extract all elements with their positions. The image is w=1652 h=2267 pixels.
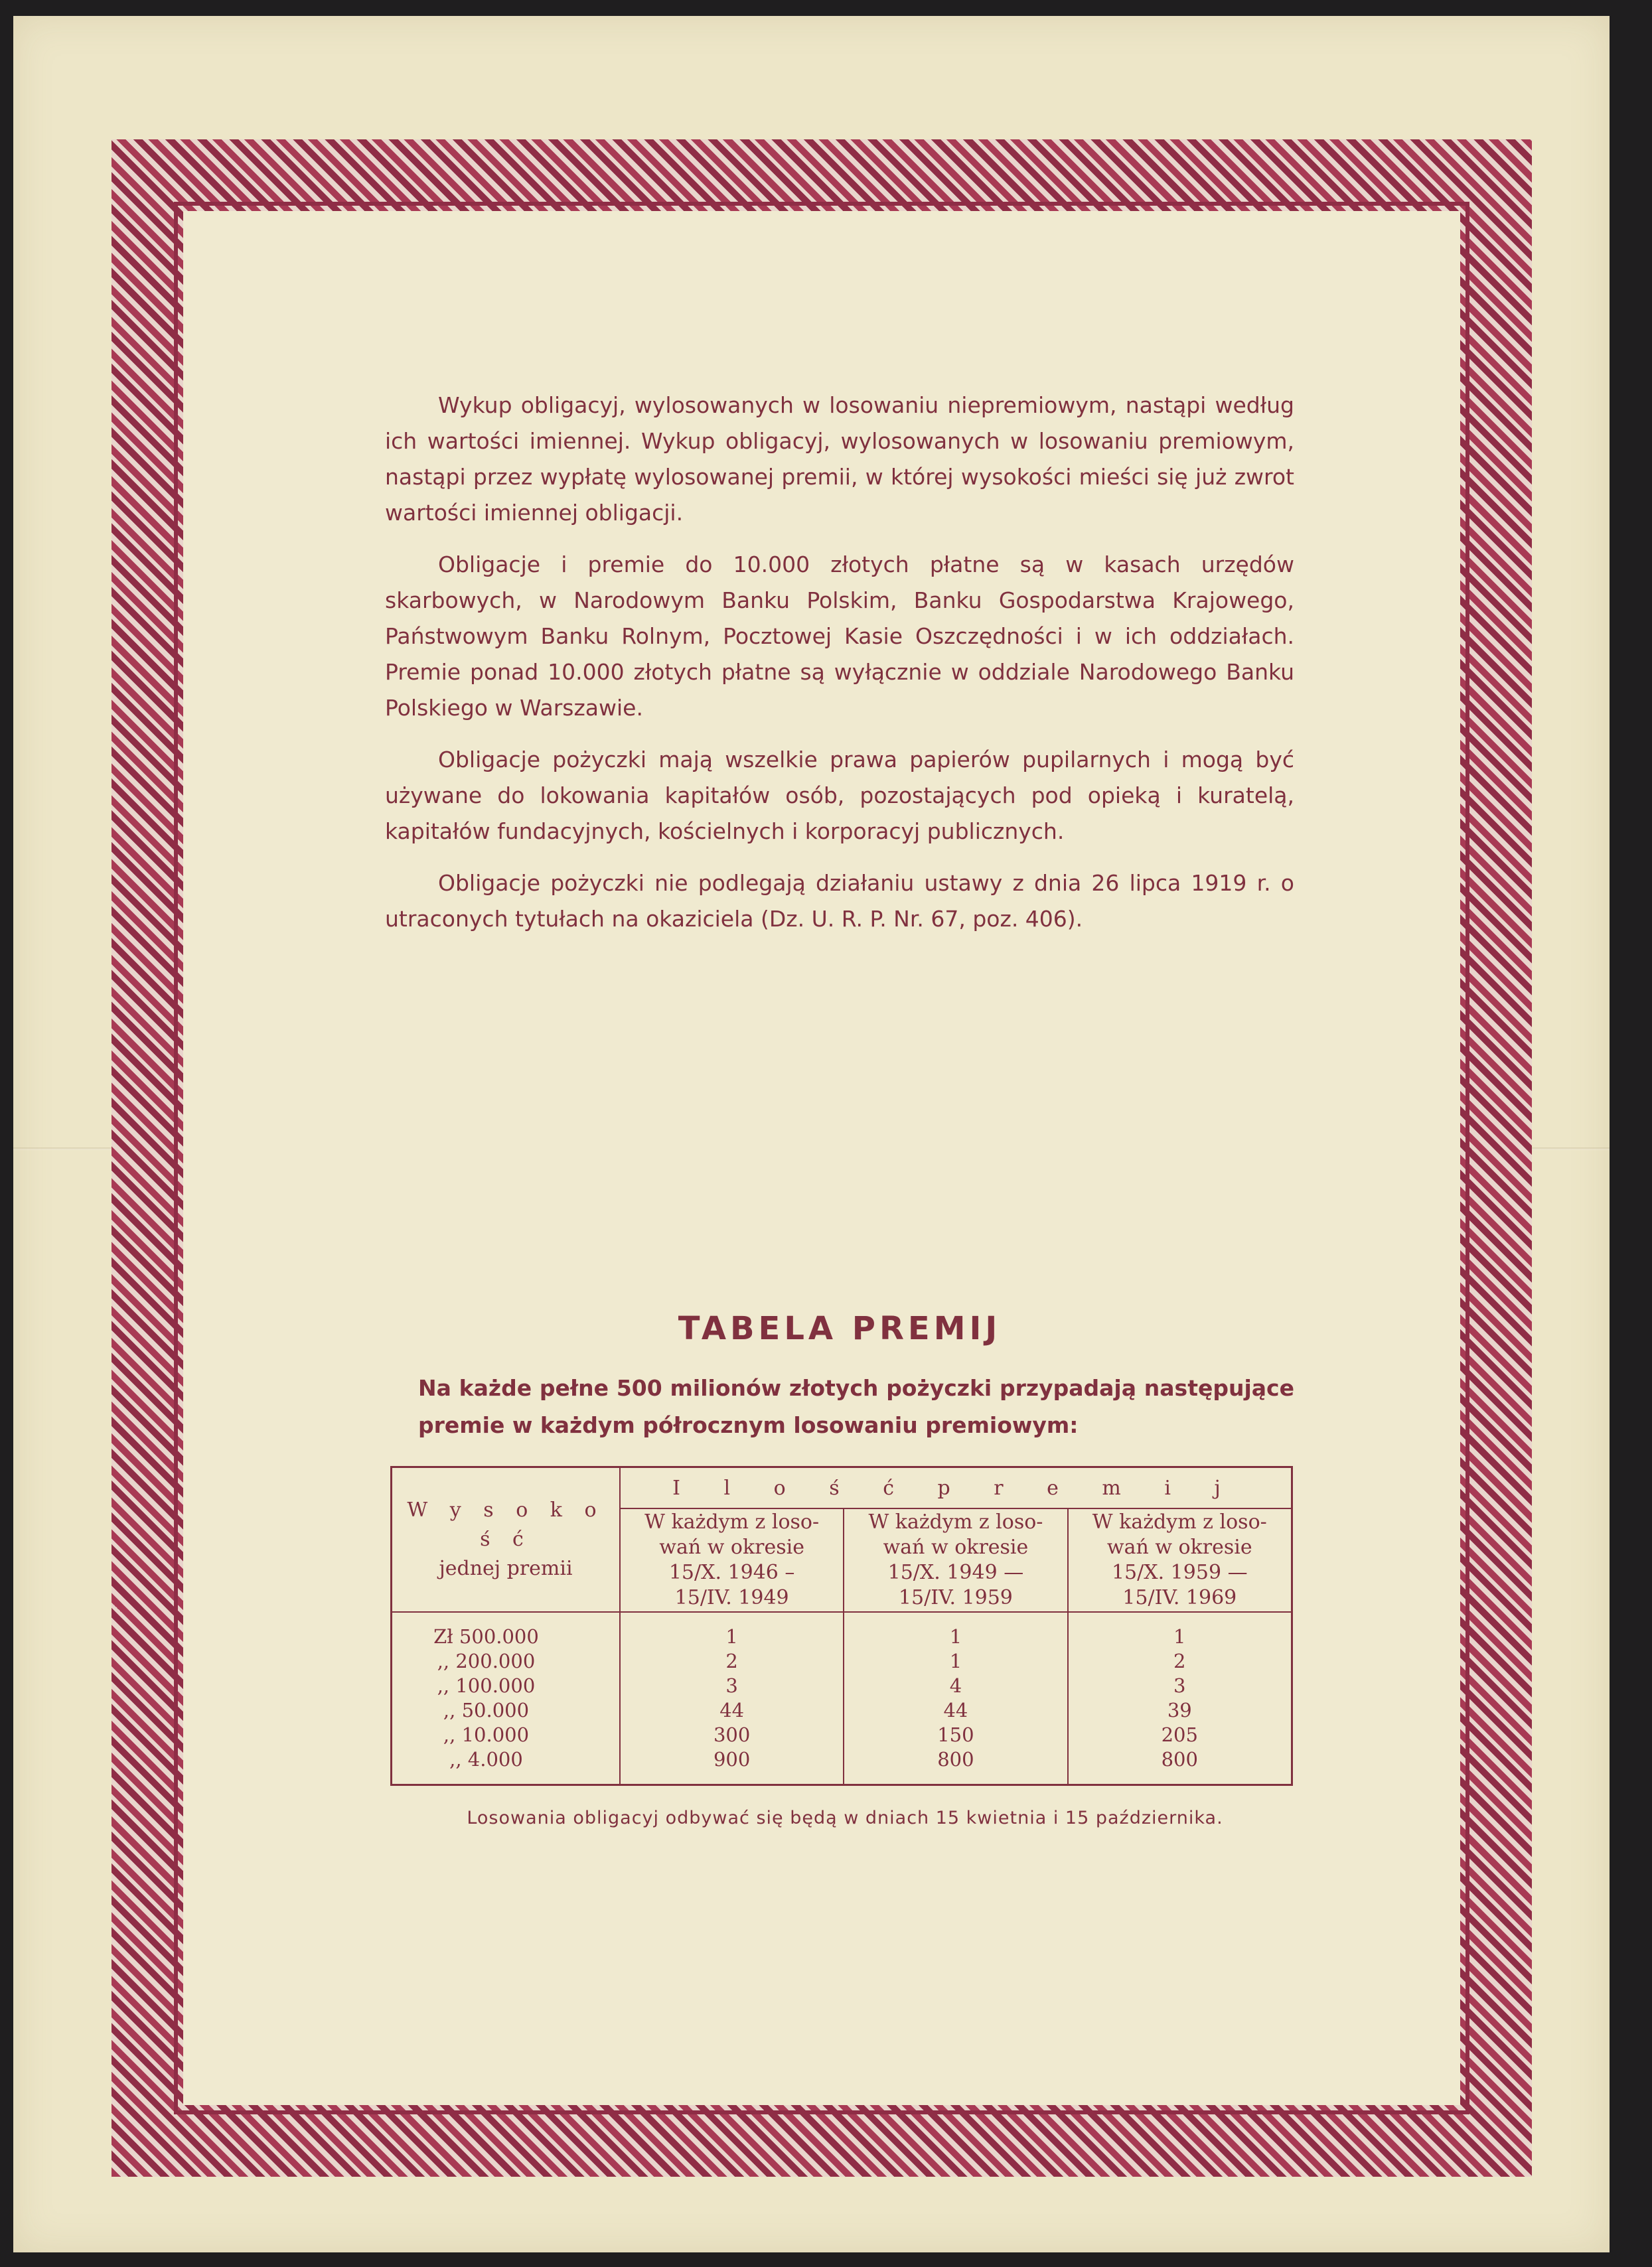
count-value: 300 (713, 1723, 751, 1746)
amount-value: ,, 10.000 (443, 1723, 530, 1746)
count-value: 39 (1167, 1699, 1192, 1721)
header-amount (392, 1467, 621, 1613)
amount-value: ,, 4.000 (449, 1748, 523, 1771)
paragraph-statute: Obligacje pożyczki nie podlegają działaniu ustawy z dnia 26 lipca 1919 r. o utraconych tytułach na okaziciela (Dz. U. R. P. Nr. 67, poz. 406). (385, 870, 1294, 932)
amount-value: ,, 100.000 (437, 1674, 536, 1697)
header-group: I l o ś ć p r e m i j (620, 1467, 1292, 1509)
count-value: 4 (949, 1674, 962, 1697)
paragraph-redemption: Wykup obligacyj, wylosowanych w losowaniu niepremiowym, nastąpi według ich wartości imiennej. Wykup obligacyj, wylosowanych w losowaniu premiowym, nastąpi przez wypłatę wylosowanej premii, w której wysokości mieści się już zwrot wartości imiennej obligacji. (385, 392, 1294, 526)
count-value: 900 (713, 1748, 751, 1771)
amount-value: ,, 50.000 (443, 1699, 530, 1721)
paragraph-pupillary: Obligacje pożyczki mają wszelkie prawa papierów pupilarnych i mogą być używane do lokowania kapitałów osób, pozostających pod opieką i kuratelą, kapitałów fundacyjnych, kościelnych i korporacyj publicznych. (385, 747, 1294, 844)
count-value: 44 (719, 1699, 745, 1721)
header-period-3-line2: wań w okresie (1106, 1536, 1252, 1559)
period-3-counts (1068, 1612, 1292, 1785)
header-amount-line2: jednej premii (439, 1557, 573, 1580)
premium-table (390, 1466, 1293, 1786)
count-value: 3 (1173, 1674, 1186, 1697)
header-period-3-line1: W każdym z loso- (1092, 1510, 1267, 1534)
period-1-counts (620, 1612, 844, 1785)
header-period-1-line4: 15/IV. 1949 (674, 1586, 789, 1609)
count-value: 1 (725, 1625, 738, 1648)
count-value: 1 (1173, 1625, 1186, 1648)
count-value: 3 (725, 1674, 738, 1697)
amount-value: ,, 200.000 (437, 1650, 536, 1672)
count-value: 150 (937, 1723, 974, 1746)
header-period-2-line2: wań w okresie (883, 1536, 1029, 1559)
count-value: 800 (1161, 1748, 1198, 1771)
count-value: 1 (949, 1650, 962, 1672)
draw-dates-note: Losowania obligacyj odbywać się będą w dniach 15 kwietnia i 15 października. (467, 1808, 1223, 1828)
count-value: 800 (937, 1748, 974, 1771)
header-period-3-line3: 15/X. 1959 — (1111, 1561, 1248, 1584)
header-period-1-line2: wań w okresie (659, 1536, 804, 1559)
bond-sheet (13, 16, 1610, 2252)
header-period-1-line1: W każdym z loso- (644, 1510, 820, 1534)
count-value: 205 (1161, 1723, 1198, 1746)
paragraph-payment: Obligacje i premie do 10.000 złotych płatne są w kasach urzędów skarbowych, w Narodowym Banku Polskim, Banku Gospodarstwa Krajowego, Państwowym Banku Rolnym, Pocztowej Kasie Oszczędności i w ich oddziałach. Premie ponad 10.000 złotych płatne są wyłącznie w oddziale Narodowego Banku Polskiego w Warszawie. (385, 551, 1294, 721)
header-period-3-line4: 15/IV. 1969 (1122, 1586, 1237, 1609)
header-period-2-line1: W każdym z loso- (868, 1510, 1043, 1534)
header-period-2-line4: 15/IV. 1959 (898, 1586, 1013, 1609)
amount-value: Zł 500.000 (433, 1625, 539, 1648)
count-value: 44 (943, 1699, 968, 1721)
table-title: TABELA PREMIJ (678, 1310, 1002, 1347)
header-period-1 (620, 1508, 844, 1612)
table-intro: Na każde pełne 500 milionów złotych pożyczki przypadają następujące premie w każdym półrocznym losowaniu premiowym: (418, 1375, 1294, 1438)
header-period-2-line3: 15/X. 1949 — (887, 1561, 1024, 1584)
count-value: 2 (725, 1650, 738, 1672)
amount-cell (392, 1612, 621, 1785)
period-2-counts (844, 1612, 1067, 1785)
terms-text (385, 388, 1294, 953)
count-value: 1 (949, 1625, 962, 1648)
header-amount-line1: W y s o k o ś ć (407, 1499, 605, 1551)
table-body-row (392, 1612, 1292, 1785)
header-period-2 (844, 1508, 1067, 1612)
header-period-1-line3: 15/X. 1946 – (668, 1561, 795, 1584)
count-value: 2 (1173, 1650, 1186, 1672)
header-period-3 (1068, 1508, 1292, 1612)
